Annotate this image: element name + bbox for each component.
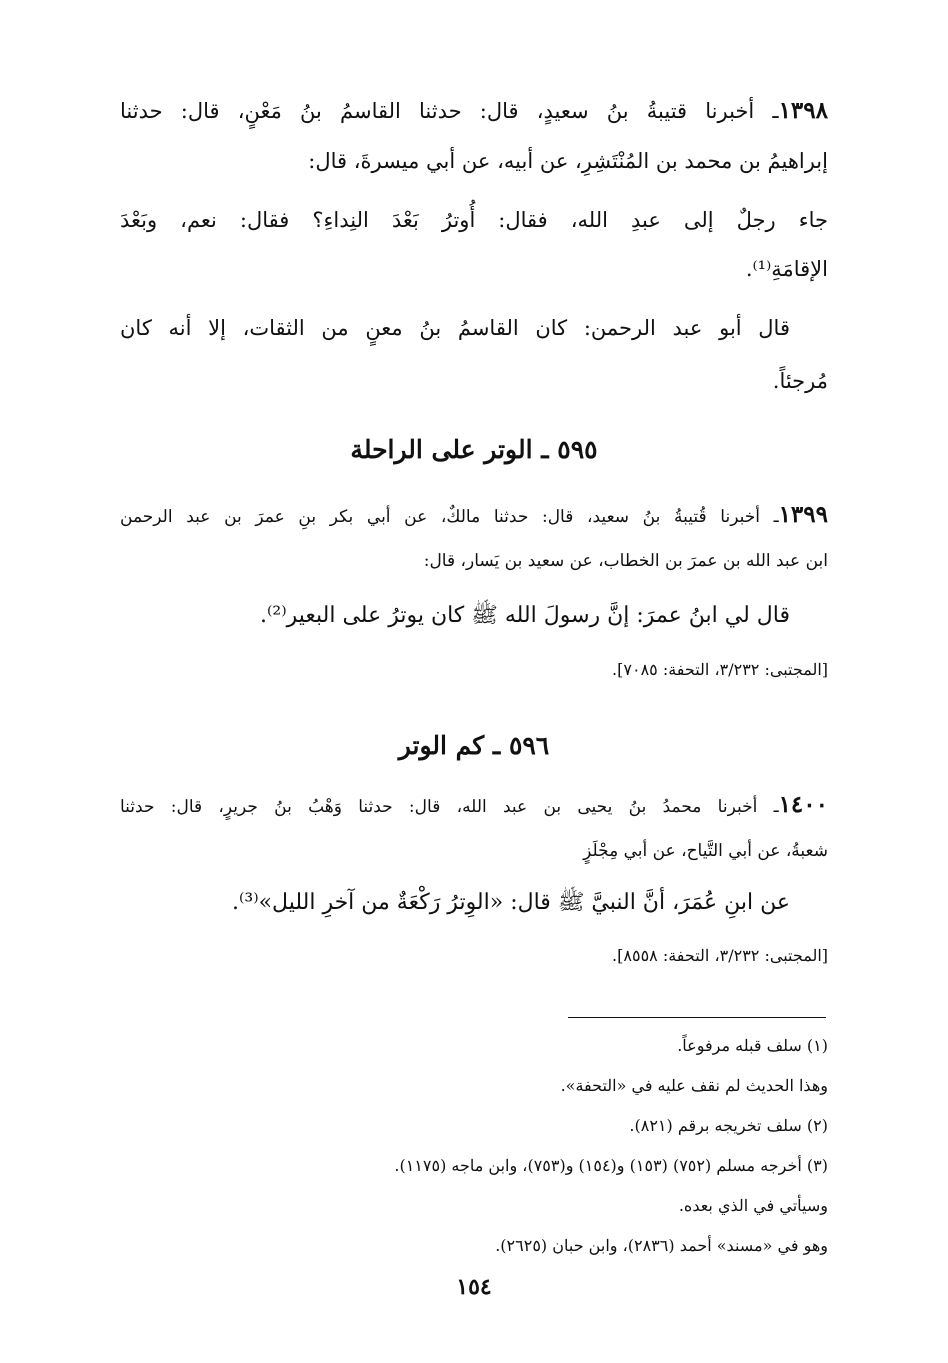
hadith-1399-line-3: قال لي ابنُ عمرَ: إنَّ رسولَ الله ﷺ كان يوترُ على البعير⁽²⁾. bbox=[259, 603, 790, 628]
footnote-line-3: (٢) سلف تخريجه برقم (٨٢١). bbox=[629, 1116, 828, 1135]
hadith-number-1399: ١٣٩٩ bbox=[778, 501, 828, 528]
hadith-1399-text-1: ـ أخبرنا قُتيبةُ بنُ سعيد، قال: حدثنا مالكٌ، عن أبي بكر بنِ عمرَ بن عبد الرحمن bbox=[120, 507, 779, 527]
hadith-1398-line-3: جاء رجلٌ إلى عبدِ الله، فقال: أُوترُ بَعْدَ النِداءِ؟ فقال: نعم، وبَعْدَ bbox=[120, 208, 828, 232]
hadith-1398-line-4: الإقامَةِ⁽¹⁾. bbox=[745, 257, 828, 281]
footnote-separator bbox=[568, 1017, 826, 1018]
hadith-1398-line-1 bbox=[120, 96, 828, 126]
hadith-number-1400: ١٤٠٠ bbox=[778, 791, 828, 818]
hadith-1399-reference: [المجتبى: ٣/٢٣٢، التحفة: ٧٠٨٥]. bbox=[612, 660, 828, 679]
footnote-line-6: وهو في «مسند» أحمد (٢٨٣٦)، وابن حبان (٢٦٢٥). bbox=[495, 1236, 828, 1255]
hadith-1398-line-5: قال أبو عبد الرحمن: كان القاسمُ بنُ معنٍ من الثقات، إلا أنه كان bbox=[120, 316, 790, 340]
hadith-1400-line-3: عن ابنِ عُمَرَ، أنَّ النبيَّ ﷺ قال: «الوِترُ رَكْعَةٌ من آخرِ الليل»⁽³⁾. bbox=[231, 890, 790, 915]
hadith-1398-line-6: مُرجئاً. bbox=[772, 369, 828, 393]
hadith-1399-line-1 bbox=[120, 502, 828, 530]
hadith-1400-text-1: ـ أخبرنا محمدُ بنُ يحيى بن عبد الله، قال: حدثنا وَهْبُ بنُ جريرٍ، قال: حدثنا bbox=[120, 797, 779, 817]
hadith-1400-reference: [المجتبى: ٣/٢٣٢، التحفة: ٨٥٥٨]. bbox=[612, 946, 828, 965]
page-number: ١٥٤ bbox=[456, 1274, 492, 1300]
hadith-1400-line-2: شعبةُ، عن أبي التَّياح، عن أبي مِجْلَزٍ bbox=[583, 841, 828, 861]
footnote-line-5: وسيأتي في الذي بعده. bbox=[678, 1196, 828, 1215]
hadith-number-1398: ١٣٩٨ bbox=[778, 97, 828, 124]
hadith-1400-line-1 bbox=[120, 792, 828, 820]
hadith-1398-text-1: ـ أخبرنا قتيبةُ بنُ سعيدٍ، قال: حدثنا القاسمُ بنُ مَعْنٍ، قال: حدثنا bbox=[120, 99, 779, 123]
section-title-596: ٥٩٦ ـ كم الوتر bbox=[398, 731, 550, 760]
hadith-1398-line-2: إبراهيمُ بن محمد بن المُنْتَشِرِ، عن أبيه، عن أبي ميسرةَ، قال: bbox=[308, 149, 828, 173]
footnote-line-4: (٣) أخرجه مسلم (٧٥٢) (١٥٣) و(١٥٤) و(٧٥٣)، وابن ماجه (١١٧٥). bbox=[394, 1156, 828, 1175]
footnote-line-2: وهذا الحديث لم نقف عليه في «التحفة». bbox=[560, 1076, 828, 1095]
footnote-line-1: (١) سلف قبله مرفوعاً. bbox=[677, 1036, 828, 1055]
hadith-1399-line-2: ابن عبد الله بن عمرَ بن الخطاب، عن سعيد بن يَسار، قال: bbox=[423, 551, 828, 571]
section-title-595: ٥٩٥ ـ الوتر على الراحلة bbox=[350, 435, 598, 464]
